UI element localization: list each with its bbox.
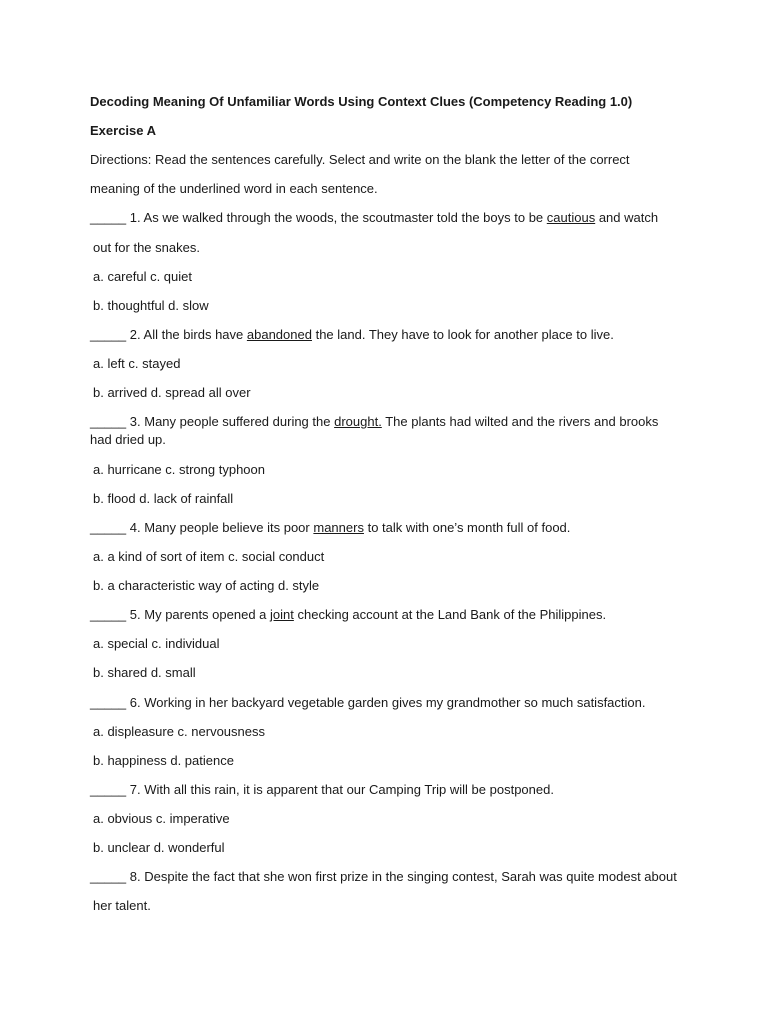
question-1-options-b: b. thoughtful d. slow — [93, 298, 209, 313]
answer-blank: _____ — [90, 782, 127, 797]
question-text: Working in her backyard vegetable garden gives my grandmother so much satisfaction. — [144, 695, 646, 710]
question-text: to talk with one’s month full of food. — [367, 520, 571, 535]
question-number: 1. — [129, 210, 141, 225]
question-number: 3. — [129, 414, 141, 429]
question-number: 7. — [129, 782, 141, 797]
question-1-continuation: out for the snakes. — [93, 240, 200, 255]
question-5 — [90, 606, 680, 624]
question-6 — [90, 694, 680, 712]
question-3-options-a: a. hurricane c. strong typhoon — [93, 462, 265, 477]
question-6-options-a: a. displeasure c. nervousness — [93, 724, 265, 739]
question-text: checking account at the Land Bank of the Philippines. — [297, 607, 607, 622]
question-text: All the birds have — [143, 327, 244, 342]
underlined-word: joint — [270, 607, 294, 622]
answer-blank: _____ — [90, 210, 127, 225]
document-title: Decoding Meaning Of Unfamiliar Words Using Context Clues (Competency Reading 1.0) — [90, 94, 633, 109]
question-text: Many people suffered during the — [144, 414, 331, 429]
question-number: 8. — [129, 869, 141, 884]
question-text: The plants had wilted and the rivers and brooks had dried up. — [90, 414, 659, 447]
answer-blank: _____ — [90, 327, 127, 342]
underlined-word: cautious — [546, 210, 596, 225]
question-5-options-a: a. special c. individual — [93, 636, 220, 651]
answer-blank: _____ — [90, 607, 127, 622]
question-5-options-b: b. shared d. small — [93, 665, 196, 680]
question-3-options-b: b. flood d. lack of rainfall — [93, 491, 234, 506]
question-2 — [90, 326, 680, 344]
question-8 — [90, 868, 680, 886]
underlined-word: manners — [313, 520, 364, 535]
question-text: As we walked through the woods, the scoutmaster told the boys to be — [143, 210, 544, 225]
question-7-options-b: b. unclear d. wonderful — [93, 840, 225, 855]
question-text: With all this rain, it is apparent that our Camping Trip will be postponed. — [144, 782, 554, 797]
answer-blank: _____ — [90, 520, 127, 535]
question-text: the land. They have to look for another place to live. — [315, 327, 614, 342]
question-3 — [90, 413, 680, 449]
question-number: 5. — [129, 607, 141, 622]
underlined-word: abandoned — [246, 327, 312, 342]
question-number: 4. — [129, 520, 141, 535]
question-1-options-a: a. careful c. quiet — [93, 269, 192, 284]
question-4 — [90, 519, 680, 537]
question-7-options-a: a. obvious c. imperative — [93, 811, 230, 826]
question-text: My parents opened a — [144, 607, 267, 622]
answer-blank: _____ — [90, 695, 127, 710]
question-7 — [90, 781, 680, 799]
directions-line-1: Directions: Read the sentences carefully. Select and write on the blank the letter of the correct — [90, 152, 630, 167]
question-1 — [90, 209, 680, 227]
exercise-heading: Exercise A — [90, 123, 157, 138]
underlined-word: drought. — [334, 414, 382, 429]
question-6-options-b: b. happiness d. patience — [93, 753, 234, 768]
question-text: Despite the fact that she won first prize in the singing contest, Sarah was quite modest about — [144, 869, 677, 884]
question-4-options-b: b. a characteristic way of acting d. style — [93, 578, 320, 593]
answer-blank: _____ — [90, 414, 127, 429]
answer-blank: _____ — [90, 869, 127, 884]
question-number: 2. — [129, 327, 141, 342]
question-8-continuation: her talent. — [93, 898, 151, 913]
question-2-options-a: a. left c. stayed — [93, 356, 181, 371]
question-number: 6. — [129, 695, 141, 710]
directions-line-2: meaning of the underlined word in each sentence. — [90, 181, 378, 196]
question-2-options-b: b. arrived d. spread all over — [93, 385, 251, 400]
question-text: and watch — [598, 210, 659, 225]
question-4-options-a: a. a kind of sort of item c. social conduct — [93, 549, 325, 564]
question-text: Many people believe its poor — [144, 520, 310, 535]
